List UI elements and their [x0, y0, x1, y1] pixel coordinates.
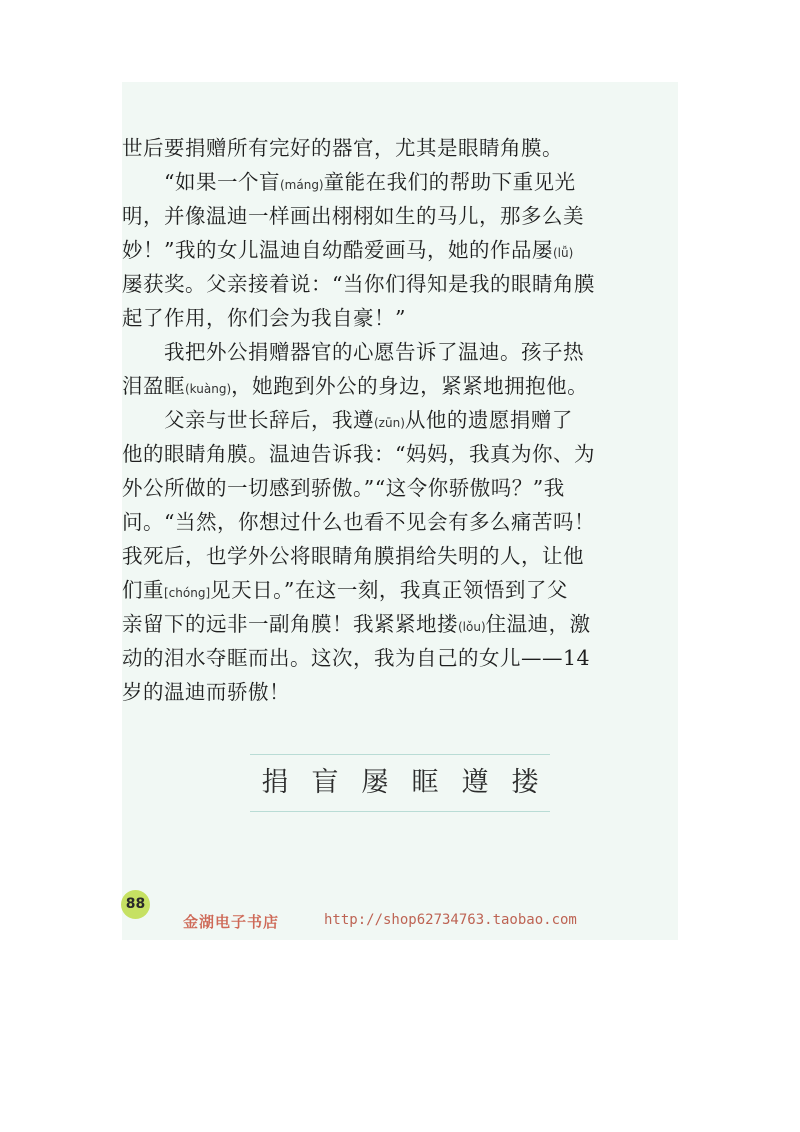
text-line-7: [122, 336, 678, 368]
line-8-text-b: ，她跑到外公的身边，紧紧地拥抱他。: [231, 374, 589, 398]
pinyin-chong: [chóng]: [164, 586, 211, 600]
text-line-8: [122, 370, 678, 405]
new-character-lou: 搂: [511, 767, 539, 798]
line-9-text-b: 从他的遗愿捐赠了: [404, 408, 573, 432]
new-character-juan: 捐: [261, 767, 289, 798]
new-character-lv: 屡: [361, 767, 389, 798]
line-12-text: 问。“当然，你想过什么也看不见会有多么痛苦吗！: [122, 510, 595, 534]
line-17-text: 岁的温迪而骄傲！: [122, 680, 290, 704]
text-line-9: [122, 404, 678, 439]
line-6-text: 起了作用，你们会为我自豪！”: [122, 306, 406, 330]
line-3-text: 明，并像温迪一样画出栩栩如生的马儿，那多么美: [122, 204, 584, 228]
new-character-mang: 盲: [311, 767, 339, 798]
text-line-11: [122, 472, 678, 504]
text-line-15: [122, 608, 678, 643]
text-line-10: [122, 438, 678, 470]
pinyin-mang: (máng): [279, 178, 324, 192]
text-line-12: [122, 506, 678, 538]
line-7-text: 我把外公捐赠器官的心愿告诉了温迪。孩子热: [164, 340, 584, 364]
line-10-text: 他的眼睛角膜。温迪告诉我：“妈妈，我真为你、为: [122, 442, 595, 466]
text-line-1: [122, 132, 678, 164]
text-line-16: [122, 642, 678, 674]
line-9-text-a: 父亲与世长辞后，我遵: [164, 408, 374, 432]
new-character-zun: 遵: [461, 767, 489, 798]
line-11-text: 外公所做的一切感到骄傲。”“这令你骄傲吗？”我: [122, 476, 565, 500]
pinyin-lou: (lǒu): [458, 620, 486, 634]
line-15-text-a: 亲留下的远非一副角膜！我紧紧地搂: [122, 612, 458, 636]
text-line-17: [122, 676, 678, 708]
new-characters-row: [250, 763, 550, 803]
line-5-text: 屡获奖。父亲接着说：“当你们得知是我的眼睛角膜: [122, 272, 595, 296]
line-4-text: 妙！”我的女儿温迪自幼酷爱画马，她的作品屡: [122, 238, 553, 262]
watermark-store-url: http://shop62734763.taobao.com: [324, 912, 577, 928]
line-14-text-a: 们重: [122, 578, 164, 602]
pinyin-kuang: (kuàng): [185, 382, 232, 396]
new-characters-band: [250, 754, 550, 812]
text-line-2: [122, 166, 678, 201]
text-line-6: [122, 302, 678, 334]
page-number-badge: 88: [121, 890, 150, 919]
line-2-text-a: “如果一个盲: [164, 170, 280, 194]
line-1-text: 世后要捐赠所有完好的器官，尤其是眼睛角膜。: [122, 136, 563, 160]
line-14-text-b: 见天日。”在这一刻，我真正领悟到了父: [210, 578, 568, 602]
text-line-3: [122, 200, 678, 232]
new-character-kuang: 眶: [411, 767, 439, 798]
pinyin-lv: (lǚ): [552, 246, 574, 260]
pinyin-zun: (zūn): [374, 416, 405, 430]
watermark-store-name: 金湖电子书店: [183, 913, 280, 931]
text-line-5: [122, 268, 678, 300]
line-8-text-a: 泪盈眶: [122, 374, 185, 398]
text-line-13: [122, 540, 678, 572]
line-2-text-b: 童能在我们的帮助下重见光: [323, 170, 576, 194]
text-line-4: [122, 234, 678, 269]
line-15-text-b: 住温迪，激: [485, 612, 591, 636]
text-line-14: [122, 574, 678, 609]
line-13-text: 我死后，也学外公将眼睛角膜捐给失明的人，让他: [122, 544, 584, 568]
line-16-text: 动的泪水夺眶而出。这次，我为自己的女儿——14: [122, 646, 591, 670]
